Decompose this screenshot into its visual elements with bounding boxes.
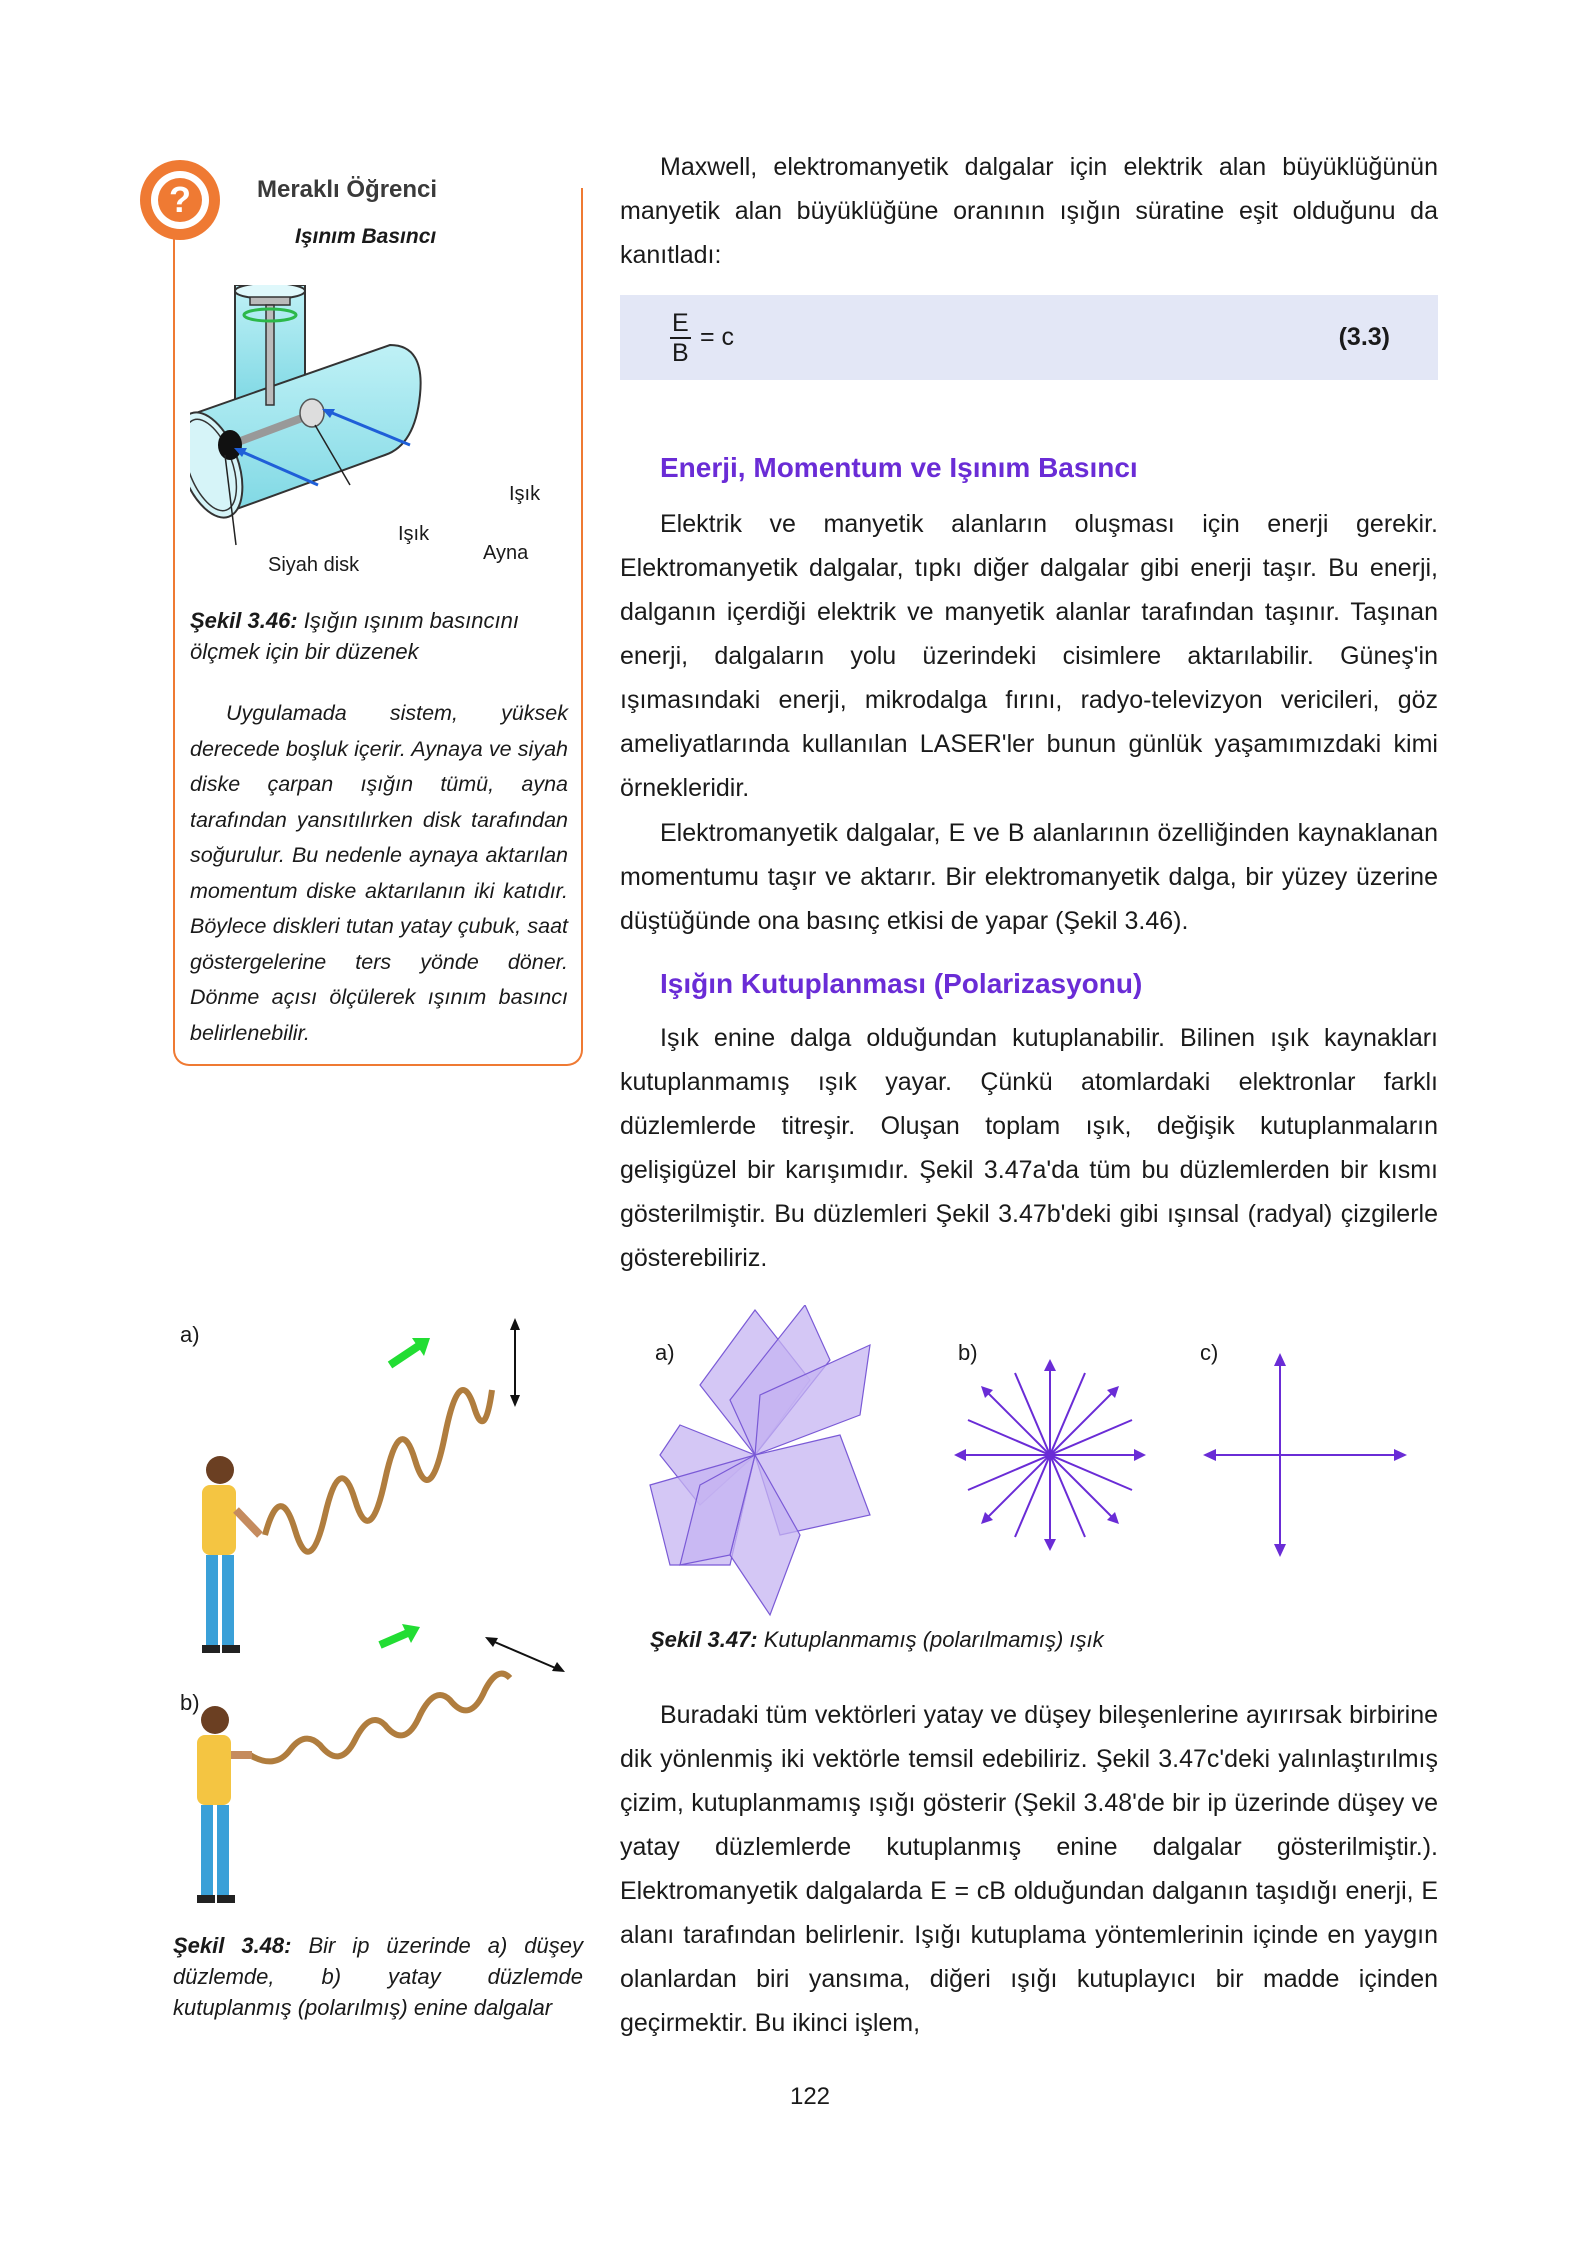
figure-3-47-label-a: a) xyxy=(655,1340,675,1365)
figure-3-48-label-a: a) xyxy=(180,1322,200,1347)
sidebar-body-text: Uygulamada sistem, yüksek derecede boşluk içerir. Aynaya ve siyah diske çarpan ışığın tümü, ayna tarafından yansıtılırken disk tarafından soğurulur. Bu nedenle aynaya aktarılan momentum diske aktarılanın iki katıdır. Böylece diskleri tutan yatay çubuk, saat göstergelerine ters yönde döner. Dönme açısı ölçülerek ışınım basıncı belirlenebilir. xyxy=(190,701,568,1045)
momentum-paragraph: Elektromanyetik dalgalar, E ve B alanlarının özelliğinden kaynaklanan momentumu taşır ve aktarır. Bir elektromanyetik dalga, bir yüzey üzerine düştüğünde ona basınç etkisi de yapar (Şekil 3.46). xyxy=(620,819,1438,935)
components-paragraph: Buradaki tüm vektörleri yatay ve düşey bileşenlerine ayırırsak birbirine dik yönlenmiş iki vektörle temsil edebiliriz. Şekil 3.47c'deki yalınlaştırılmış çizim, kutuplanmamış ışığı gösterir (Şekil 3.48'de bir ip üzerinde düşey ve yatay düzlemlerde kutuplanmış enine dalgalar gösterilmiştir.). Elektromanyetik dalgalarda E = cB olduğundan dalganın taşıdığı enerji, E alanı tarafından belirlenir. Işığı kutuplama yöntemlerinin içinde en yaygın olanlardan biri yansıma, diğeri ışığı kutuplayıcı bir madde içinden geçirmektir. Bu ikinci işlem, xyxy=(620,1701,1438,2037)
unpolarized-light-figure xyxy=(640,1305,1440,1635)
horizontal-vertical-components xyxy=(1210,1360,1400,1550)
figure-3-47-label-c: c) xyxy=(1200,1340,1219,1365)
black-disk-label: Siyah disk xyxy=(268,554,360,576)
light-label-mid: Işık xyxy=(398,523,430,545)
sidebar-subtitle: Işınım Basıncı xyxy=(295,225,437,248)
sidebar-title: Meraklı Öğrenci xyxy=(257,176,443,204)
figure-3-47-label-b: b) xyxy=(958,1340,978,1365)
equation-box xyxy=(620,295,1438,380)
energy-paragraph: Elektrik ve manyetik alanların oluşması için enerji gerekir. Elektromanyetik dalgalar, tıpkı diğer dalgalar gibi enerji taşır. Bu enerji, dalganın içerdiği elektrik ve manyetik alanlar tarafından taşınır. Taşınan enerji, dalgaların yolu üzerindeki cisimlere aktarılabilir. Güneş'in ışımasındaki enerji, mikrodalga fırını, radyo-televizyon vericileri, göz ameliyatlarında kullanılan LASER'ler bunun günlük yaşamımızdaki kimi örnekleridir. xyxy=(620,510,1438,802)
polarized-rope-waves-figure xyxy=(180,1300,590,1920)
question-mark-icon: ? xyxy=(140,160,220,240)
heading-polarization: Işığın Kutuplanması (Polarizasyonu) xyxy=(660,968,1143,999)
equation-number: (3.3) xyxy=(1338,323,1390,351)
figure-3-46-caption: Şekil 3.46: Işığın ışınım basıncını ölçmek için bir düzenek xyxy=(190,608,519,664)
light-label-top: Işık xyxy=(509,483,541,505)
heading-energy-momentum: Enerji, Momentum ve Işınım Basıncı xyxy=(660,452,1138,483)
polarization-paragraph: Işık enine dalga olduğundan kutuplanabilir. Bilinen ışık kaynakları kutuplanmamış ışık yayar. Çünkü atomlardaki elektronlar farklı düzlemlerde titreşir. Oluşan toplam ışık, değişik kutuplanmaların gelişigüzel bir karışımıdır. Şekil 3.47a'da tüm bu düzlemlerden bir kısmı gösterilmiştir. Bu düzlemleri Şekil 3.47b'deki gibi ışınsal (radyal) çizgilerle gösterebiliriz. xyxy=(620,1024,1438,1272)
equation-fraction: $\frac{E}{B}$ xyxy=(672,309,689,367)
figure-3-48-caption: Şekil 3.48: Bir ip üzerinde a) düşey düzlemde, b) yatay düzlemde kutuplanmış (polarılmış) enine dalgalar xyxy=(173,1933,583,2020)
intro-paragraph: Maxwell, elektromanyetik dalgalar için elektrik alan büyüklüğünün manyetik alan büyüklüğüne oranının ışığın süratine eşit olduğunu da kanıtladı: xyxy=(620,153,1438,269)
figure-3-48-label-b: b) xyxy=(180,1690,200,1715)
page-number: 122 xyxy=(789,2083,831,2110)
mirror-label: Ayna xyxy=(483,542,529,564)
equation-rhs: = c xyxy=(700,323,735,351)
figure-3-47-caption: Şekil 3.47: Kutuplanmamış (polarılmamış) ışık xyxy=(650,1627,1104,1652)
